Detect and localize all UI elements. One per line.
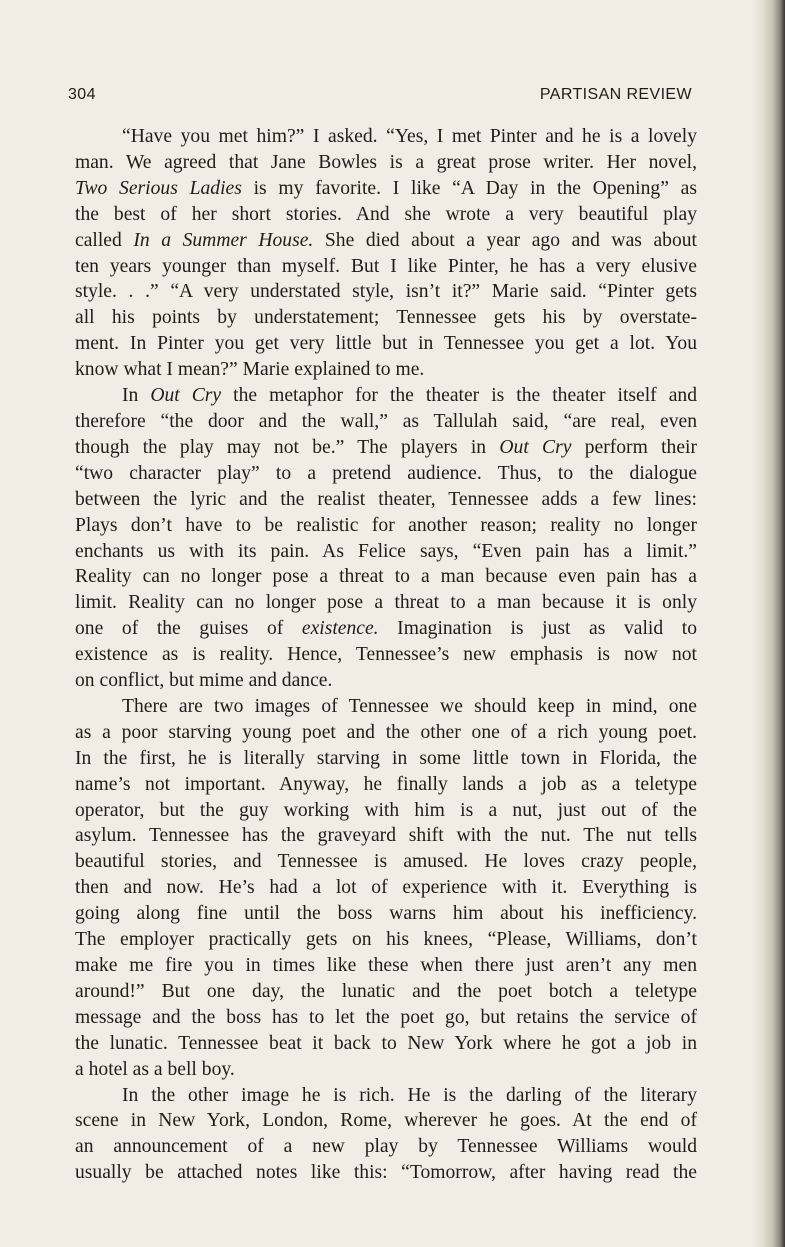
text-run: one of the guises of — [75, 618, 302, 640]
text-line — [75, 383, 697, 409]
italic-title: In a Summer House. — [133, 229, 314, 251]
text-run: going along fine until the boss warns him about his inefficiency. — [75, 903, 697, 925]
italic-title: existence. — [301, 618, 379, 640]
text-run: existence as is reality. Hence, Tennessee’s new emphasis is now not — [75, 644, 697, 666]
text-line — [75, 176, 697, 202]
text-run: “two character play” to a pretend audience. Thus, to the dialogue — [75, 462, 697, 484]
text-run: asylum. Tennessee has the graveyard shift with the nut. The nut tells — [75, 825, 697, 847]
text-run: Plays don’t have to be realistic for another reason; reality no longer — [75, 514, 697, 536]
text-run: limit. Reality can no longer pose a threat to a man because it is only — [75, 592, 697, 614]
text-line — [75, 228, 697, 254]
paragraph — [75, 383, 697, 694]
text-line — [75, 331, 697, 357]
text-line — [75, 668, 697, 694]
text-line — [75, 642, 697, 668]
text-line — [75, 461, 697, 487]
text-run: all his points by understatement; Tennessee gets his by overstate- — [75, 307, 697, 329]
text-line — [75, 487, 697, 513]
text-line — [75, 1057, 697, 1083]
text-line — [75, 875, 697, 901]
text-line — [75, 772, 697, 798]
text-run: beautiful stories, and Tennessee is amused. He loves crazy people, — [75, 851, 697, 873]
text-line — [75, 616, 697, 642]
text-line — [75, 1108, 697, 1134]
text-line — [75, 590, 697, 616]
text-run: In the other image he is rich. He is the darling of the literary — [122, 1084, 697, 1106]
text-line — [75, 279, 697, 305]
text-run: message and the boss has to let the poet go, but retains the service of — [75, 1006, 697, 1028]
text-run: between the lyric and the realist theater, Tennessee adds a few lines: — [75, 488, 697, 510]
text-line — [75, 1031, 697, 1057]
text-line — [75, 564, 697, 590]
text-line — [75, 798, 697, 824]
text-run: though the play may not be.” The players in — [75, 436, 500, 458]
text-run: ten years younger than myself. But I like Pinter, he has a very elusive — [75, 255, 697, 277]
text-line — [75, 1134, 697, 1160]
text-line — [75, 1005, 697, 1031]
text-run: operator, but the guy working with him is a nut, just out of the — [75, 799, 697, 821]
text-line — [75, 513, 697, 539]
text-run: around!” But one day, the lunatic and the poet botch a teletype — [75, 980, 697, 1002]
text-run: man. We agreed that Jane Bowles is a great prose writer. Her novel, — [75, 151, 697, 173]
text-line — [75, 823, 697, 849]
text-run: Imagination is just as valid to — [378, 618, 697, 640]
text-run: “Have you met him?” I asked. “Yes, I met Pinter and he is a lovely — [122, 126, 697, 147]
text-line — [75, 720, 697, 746]
text-run: the lunatic. Tennessee beat it back to New York where he got a job in — [75, 1032, 697, 1054]
italic-title: Two Serious Ladies — [75, 177, 242, 199]
text-line — [75, 305, 697, 331]
text-run: In the first, he is literally starving in some little town in Florida, the — [75, 747, 697, 769]
text-line — [75, 953, 697, 979]
book-spine-shadow — [753, 0, 785, 1247]
page-number: 304 — [68, 86, 96, 103]
text-run: know what I mean?” Marie explained to me. — [75, 359, 425, 381]
text-run: In — [122, 385, 151, 407]
text-line — [75, 124, 697, 150]
text-line — [75, 901, 697, 927]
text-line — [75, 409, 697, 435]
text-run: perform their — [571, 436, 697, 458]
text-run: called — [75, 229, 134, 251]
text-run: usually be attached notes like this: “Tomorrow, after having read the — [75, 1162, 697, 1184]
journal-title: PARTISAN REVIEW — [539, 86, 692, 103]
text-line — [75, 746, 697, 772]
text-run: the metaphor for the theater is the theater itself and — [221, 385, 697, 407]
text-line — [75, 357, 697, 383]
text-run: is my favorite. I like “A Day in the Opening” as — [241, 177, 697, 199]
running-header — [68, 86, 692, 106]
text-line — [75, 435, 697, 461]
text-run: She died about a year ago and was about — [313, 229, 697, 251]
text-run: ment. In Pinter you get very little but in Tennessee you get a lot. You — [75, 333, 697, 355]
text-run: a hotel as a bell boy. — [75, 1058, 235, 1080]
italic-title: Out Cry — [499, 436, 572, 458]
text-run: Reality can no longer pose a threat to a man because even pain has a — [75, 566, 697, 588]
italic-title: Out Cry — [150, 385, 222, 407]
text-run: enchants us with its pain. As Felice says, “Even pain has a limit.” — [75, 540, 697, 562]
text-run: as a poor starving young poet and the other one of a rich young poet. — [75, 721, 697, 743]
text-run: an announcement of a new play by Tennessee Williams would — [75, 1136, 697, 1158]
text-run: on conflict, but mime and dance. — [75, 670, 333, 692]
text-line — [75, 927, 697, 953]
text-line — [75, 150, 697, 176]
paragraph — [75, 694, 697, 1083]
article-body — [75, 124, 697, 1186]
text-run: the best of her short stories. And she wrote a very beautiful play — [75, 203, 697, 225]
text-line — [75, 254, 697, 280]
text-line — [75, 1160, 697, 1186]
text-line — [75, 979, 697, 1005]
text-run: The employer practically gets on his knees, “Please, Williams, don’t — [75, 929, 697, 951]
paragraph — [75, 124, 697, 383]
text-line — [75, 694, 697, 720]
text-run: name’s not important. Anyway, he finally lands a job as a teletype — [75, 773, 697, 795]
text-run: make me fire you in times like these when there just aren’t any men — [75, 955, 697, 976]
text-line — [75, 849, 697, 875]
text-line — [75, 1083, 697, 1109]
text-run: then and now. He’s had a lot of experience with it. Everything is — [75, 877, 697, 899]
paragraph — [75, 1083, 697, 1187]
text-run: style. . .” “A very understated style, isn’t it?” Marie said. “Pinter gets — [75, 281, 697, 303]
text-run: scene in New York, London, Rome, wherever he goes. At the end of — [75, 1110, 697, 1132]
text-line — [75, 539, 697, 565]
text-run: therefore “the door and the wall,” as Tallulah said, “are real, even — [75, 410, 697, 432]
text-line — [75, 202, 697, 228]
text-run: There are two images of Tennessee we should keep in mind, one — [122, 695, 697, 717]
